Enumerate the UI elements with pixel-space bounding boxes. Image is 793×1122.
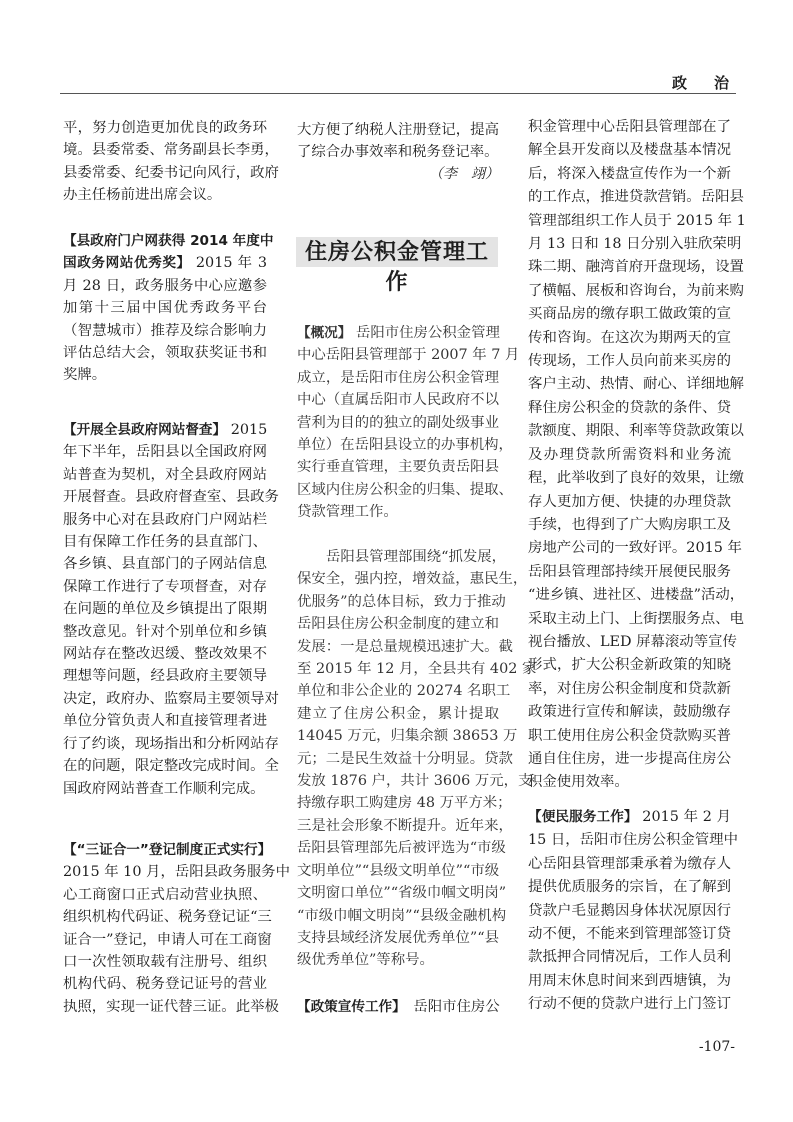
text-line: 网站存在整改迟缓、整改效果不 <box>63 646 267 663</box>
text-line: 境。县委常委、常务副县长李勇， <box>63 142 279 159</box>
text-line: 职工使用住房公积金贷款购买普 <box>528 727 731 744</box>
entry-heading: 【便民服务工作】 <box>528 809 638 825</box>
body-text: 2015 年 2 月 <box>637 809 732 825</box>
text-line <box>297 501 499 523</box>
text-line: 实行垂直管理，主要负责岳阳县 <box>297 459 499 476</box>
text-line <box>297 322 499 344</box>
text-line: 目有保障工作任务的县直部门、 <box>63 534 267 551</box>
text-line: 手续，也得到了广大购房职工及 <box>528 516 731 533</box>
text-line: 行动不便的贷款户进行上门签订 <box>528 996 731 1013</box>
text-line: 执照，实现一证代替三证。此举极 <box>63 998 279 1015</box>
text-line: 站普查为契机，对全县政府网站 <box>63 466 267 483</box>
text-line: 房地产公司的一致好评。2015 年 <box>528 540 742 557</box>
text-line: 决定，政府办、监察局主要领导对 <box>63 690 279 707</box>
text-line <box>297 141 499 163</box>
paragraph-closing <box>63 117 279 207</box>
text-line: 行了约谈，现场指出和分析网站存 <box>63 735 279 752</box>
text-line: 服务中心对在县政府门户网站栏 <box>63 511 267 528</box>
entry-heading: 【政策宣传工作】 <box>297 999 399 1015</box>
text-line: 中心岳阳县管理部于 2007 年 7 月 <box>297 347 520 364</box>
text-line: 采取主动上门、上街摆服务点、电 <box>528 610 744 627</box>
text-line: 2015 年 10 月，岳阳县政务服务中 <box>63 864 290 881</box>
text-line <box>63 419 267 441</box>
text-line: 在问题的单位及乡镇提出了限期 <box>63 601 267 618</box>
text-line: 存人更加方便、快捷的办理贷款 <box>528 493 731 510</box>
text-line: 政策进行宣传和解读，鼓励缴存 <box>528 704 731 721</box>
body-text: 了综合办事效率和税务登记率。 <box>297 144 499 161</box>
text-line: 岳阳县管理部持续开展便民服务 <box>528 563 731 580</box>
text-line: 加第十三届中国优秀政务平台 <box>63 300 267 317</box>
text-line: 理想等问题，经县政府主要领导 <box>63 668 267 685</box>
text-line: 年下半年，岳阳县以全国政府网 <box>63 444 267 461</box>
text-line: 营利为目的的独立的副处级事业 <box>297 414 499 431</box>
entry-heading: 国政务网站优秀奖】 <box>63 255 191 272</box>
text-line: 各乡镇、县直部门的子网站信息 <box>63 556 267 573</box>
text-line: 成立，是岳阳市住房公积金管理 <box>297 369 499 386</box>
text-line: 心工商窗口正式启动营业执照、 <box>63 886 267 903</box>
text-line: 优服务”的总体目标，致力于推动 <box>297 593 506 610</box>
text-line: 用周末休息时间来到西塘镇，为 <box>528 972 731 989</box>
text-line: 率，对住房公积金制度和贷款新 <box>528 680 731 697</box>
text-line: 解全县开发商以及楼盘基本情况 <box>528 142 731 159</box>
paragraph-development <box>297 546 537 972</box>
text-line <box>63 364 267 386</box>
paragraph-continued <box>297 119 499 164</box>
body-text: 2015 <box>226 422 268 438</box>
text-line: 珠二期、融湾首府开盘现场，设置 <box>528 259 744 276</box>
text-line: 后，将深入楼盘宣传作为一个新 <box>528 165 731 182</box>
entry-convenience-service <box>528 806 738 1017</box>
text-line: 客户主动、热情、耐心、详细地解 <box>528 376 744 393</box>
text-line: 整改意见。针对个别单位和乡镇 <box>63 623 267 640</box>
text-line: 积金管理中心岳阳县管理部在了 <box>528 119 731 135</box>
running-header-section: 政 治 <box>671 74 735 92</box>
text-line: 建立了住房公积金，累计提取 <box>297 705 499 722</box>
text-line: 月 28 日，政务服务中心应邀参 <box>63 277 267 294</box>
page-number: -107- <box>698 1039 735 1055</box>
text-line: 文明单位”“县级文明单位”“市级 <box>297 862 500 879</box>
text-line <box>528 771 731 794</box>
text-line: 款额度、期限、利率等贷款政策以 <box>528 423 744 440</box>
text-line <box>297 949 499 971</box>
author-credit: （李 翊） <box>429 166 499 182</box>
text-line: 岳阳县管理部先后被评选为“市级 <box>297 840 506 857</box>
text-line: 单位分管负责人和直接管理者进 <box>63 713 267 730</box>
text-line: 心岳阳县管理部秉承着为缴存人 <box>528 855 731 872</box>
body-text: 级优秀单位”等称号。 <box>297 952 434 969</box>
text-line: 传和咨询。在这次为期两天的宣 <box>528 329 731 346</box>
text-line: 岳阳县管理部围绕“抓发展， <box>326 549 507 565</box>
entry-overview <box>297 322 520 524</box>
text-line: 岳阳县住房公积金制度的建立和 <box>297 616 499 633</box>
header-rule <box>60 93 736 94</box>
text-line: 通自住住房，进一步提高住房公 <box>528 750 731 767</box>
text-line: 款抵押合同情况后，工作人员利 <box>528 949 731 966</box>
body-text: 办主任杨前进出席会议。 <box>63 187 222 204</box>
body-text: 国政府网站普查工作顺利完成。 <box>63 780 265 797</box>
text-line <box>63 839 272 861</box>
text-line: 形式，扩大公积金新政策的知晓 <box>528 657 731 674</box>
text-line: 支持县域经济发展优秀单位”“县 <box>297 929 499 946</box>
entry-website-award <box>63 230 274 387</box>
text-line: “进乡镇、进社区、进楼盘”活动， <box>528 587 745 604</box>
text-line: 县委常委、纪委书记向风行，政府 <box>63 164 279 181</box>
text-line: 了横幅、展板和咨询台，为前来购 <box>528 282 744 299</box>
text-line: 口一次性领取载有注册号、组织 <box>63 954 267 971</box>
entry-heading: 【概况】 <box>297 325 352 341</box>
text-line: “市级巾帼文明岗”“县级金融机构 <box>297 907 507 924</box>
paragraph-policy-promotion <box>528 116 746 795</box>
text-line: 及办理贷款所需资料和业务流 <box>528 446 731 463</box>
text-line <box>63 252 267 274</box>
text-line: 在的问题，限定整改完成时间。全 <box>63 758 279 775</box>
text-line <box>297 996 499 1018</box>
text-line: 15 日，岳阳市住房公积金管理中 <box>528 832 738 849</box>
text-line: （智慧城市）推荐及综合影响力 <box>63 322 267 339</box>
entry-heading: 【县政府门户网获得 2014 年度中 <box>63 233 274 249</box>
text-line <box>63 778 267 800</box>
body-text: 岳阳市住房公积金管理 <box>351 325 500 341</box>
text-line: 单位）在岳阳县设立的办事机构， <box>297 437 513 454</box>
text-line: 月 13 日和 18 日分别入驻欣荣明 <box>528 236 742 253</box>
text-line <box>528 806 731 829</box>
text-line: 的工作点，推进贷款营销。岳阳县 <box>528 189 744 206</box>
body-text: 积金使用效率。 <box>528 774 629 791</box>
entry-three-certificates <box>63 839 290 1018</box>
text-line: 中心（直属岳阳市人民政府不以 <box>297 392 499 409</box>
text-line: 证合一”登记，申请人可在工商窗 <box>63 931 272 948</box>
text-line: 大方便了纳税人注册登记，提高 <box>297 122 499 138</box>
text-line: 至 2015 年 12 月，全县共有 402 家 <box>297 661 537 678</box>
text-line: 文明窗口单位”“省级巾帼文明岗” <box>297 885 507 902</box>
chapter-title: 住房公积金管理工作 <box>296 237 498 267</box>
text-line: 组织机构代码证、税务登记证“三 <box>63 909 272 926</box>
text-line <box>63 184 267 206</box>
text-line: 三是社会形象不断提升。近年来， <box>297 817 513 834</box>
text-line: 管理部组织工作人员于 2015 年 1 <box>528 212 746 229</box>
text-line: 买商品房的缴存职工做政策的宣 <box>528 306 731 323</box>
text-line: 提供优质服务的宗旨，在了解到 <box>528 879 731 896</box>
text-line <box>63 230 274 252</box>
entry-website-inspection <box>63 419 279 800</box>
text-line: 传现场，工作人员向前来买房的 <box>528 353 731 370</box>
text-line: 保障工作进行了专项督查，对存 <box>63 578 267 595</box>
text-line: 开展督查。县政府督查室、县政务 <box>63 489 279 506</box>
body-text: 2015 年 3 <box>190 255 267 272</box>
text-line: 视台播放、LED 屏幕滚动等宣传 <box>528 633 737 650</box>
body-text: 贷款管理工作。 <box>297 504 398 521</box>
text-line: 发放 1876 户，共计 3606 万元，支 <box>297 773 533 790</box>
text-line: 区域内住房公积金的归集、提取、 <box>297 481 513 498</box>
text-line: 动不便，不能来到管理部签订贷 <box>528 926 731 943</box>
text-line: 持缴存职工购建房 48 万平方米； <box>297 795 512 812</box>
text-line: 程，此举收到了良好的效果，让缴 <box>528 470 744 487</box>
entry-policy-promotion <box>297 996 499 1018</box>
text-line: 元；二是民生效益十分明显。贷款 <box>297 750 513 767</box>
text-line: 评估总结大会，领取获奖证书和 <box>63 345 267 362</box>
text-line: 发展：一是总量规模迅速扩大。截 <box>297 638 513 655</box>
text-line: 平，努力创造更加优良的政务环 <box>63 120 267 136</box>
text-line: 单位和非公企业的 20274 名职工 <box>297 683 511 700</box>
text-line: 保安全，强内控，增效益，惠民生， <box>297 571 528 588</box>
body-text: 奖牌。 <box>63 367 107 384</box>
text-line: 释住房公积金的贷款的条件、贷 <box>528 399 731 416</box>
body-text: 岳阳市住房公 <box>398 999 500 1015</box>
text-line: 14045 万元，归集余额 38653 万 <box>297 728 518 745</box>
text-line: 机构代码、税务登记证号的营业 <box>63 976 267 993</box>
entry-heading: 【开展全县政府网站督查】 <box>63 422 227 438</box>
text-line: 贷款户毛显鹅因身体状况原因行 <box>528 902 731 919</box>
entry-heading: 【“三证合一”登记制度正式实行】 <box>63 842 272 858</box>
